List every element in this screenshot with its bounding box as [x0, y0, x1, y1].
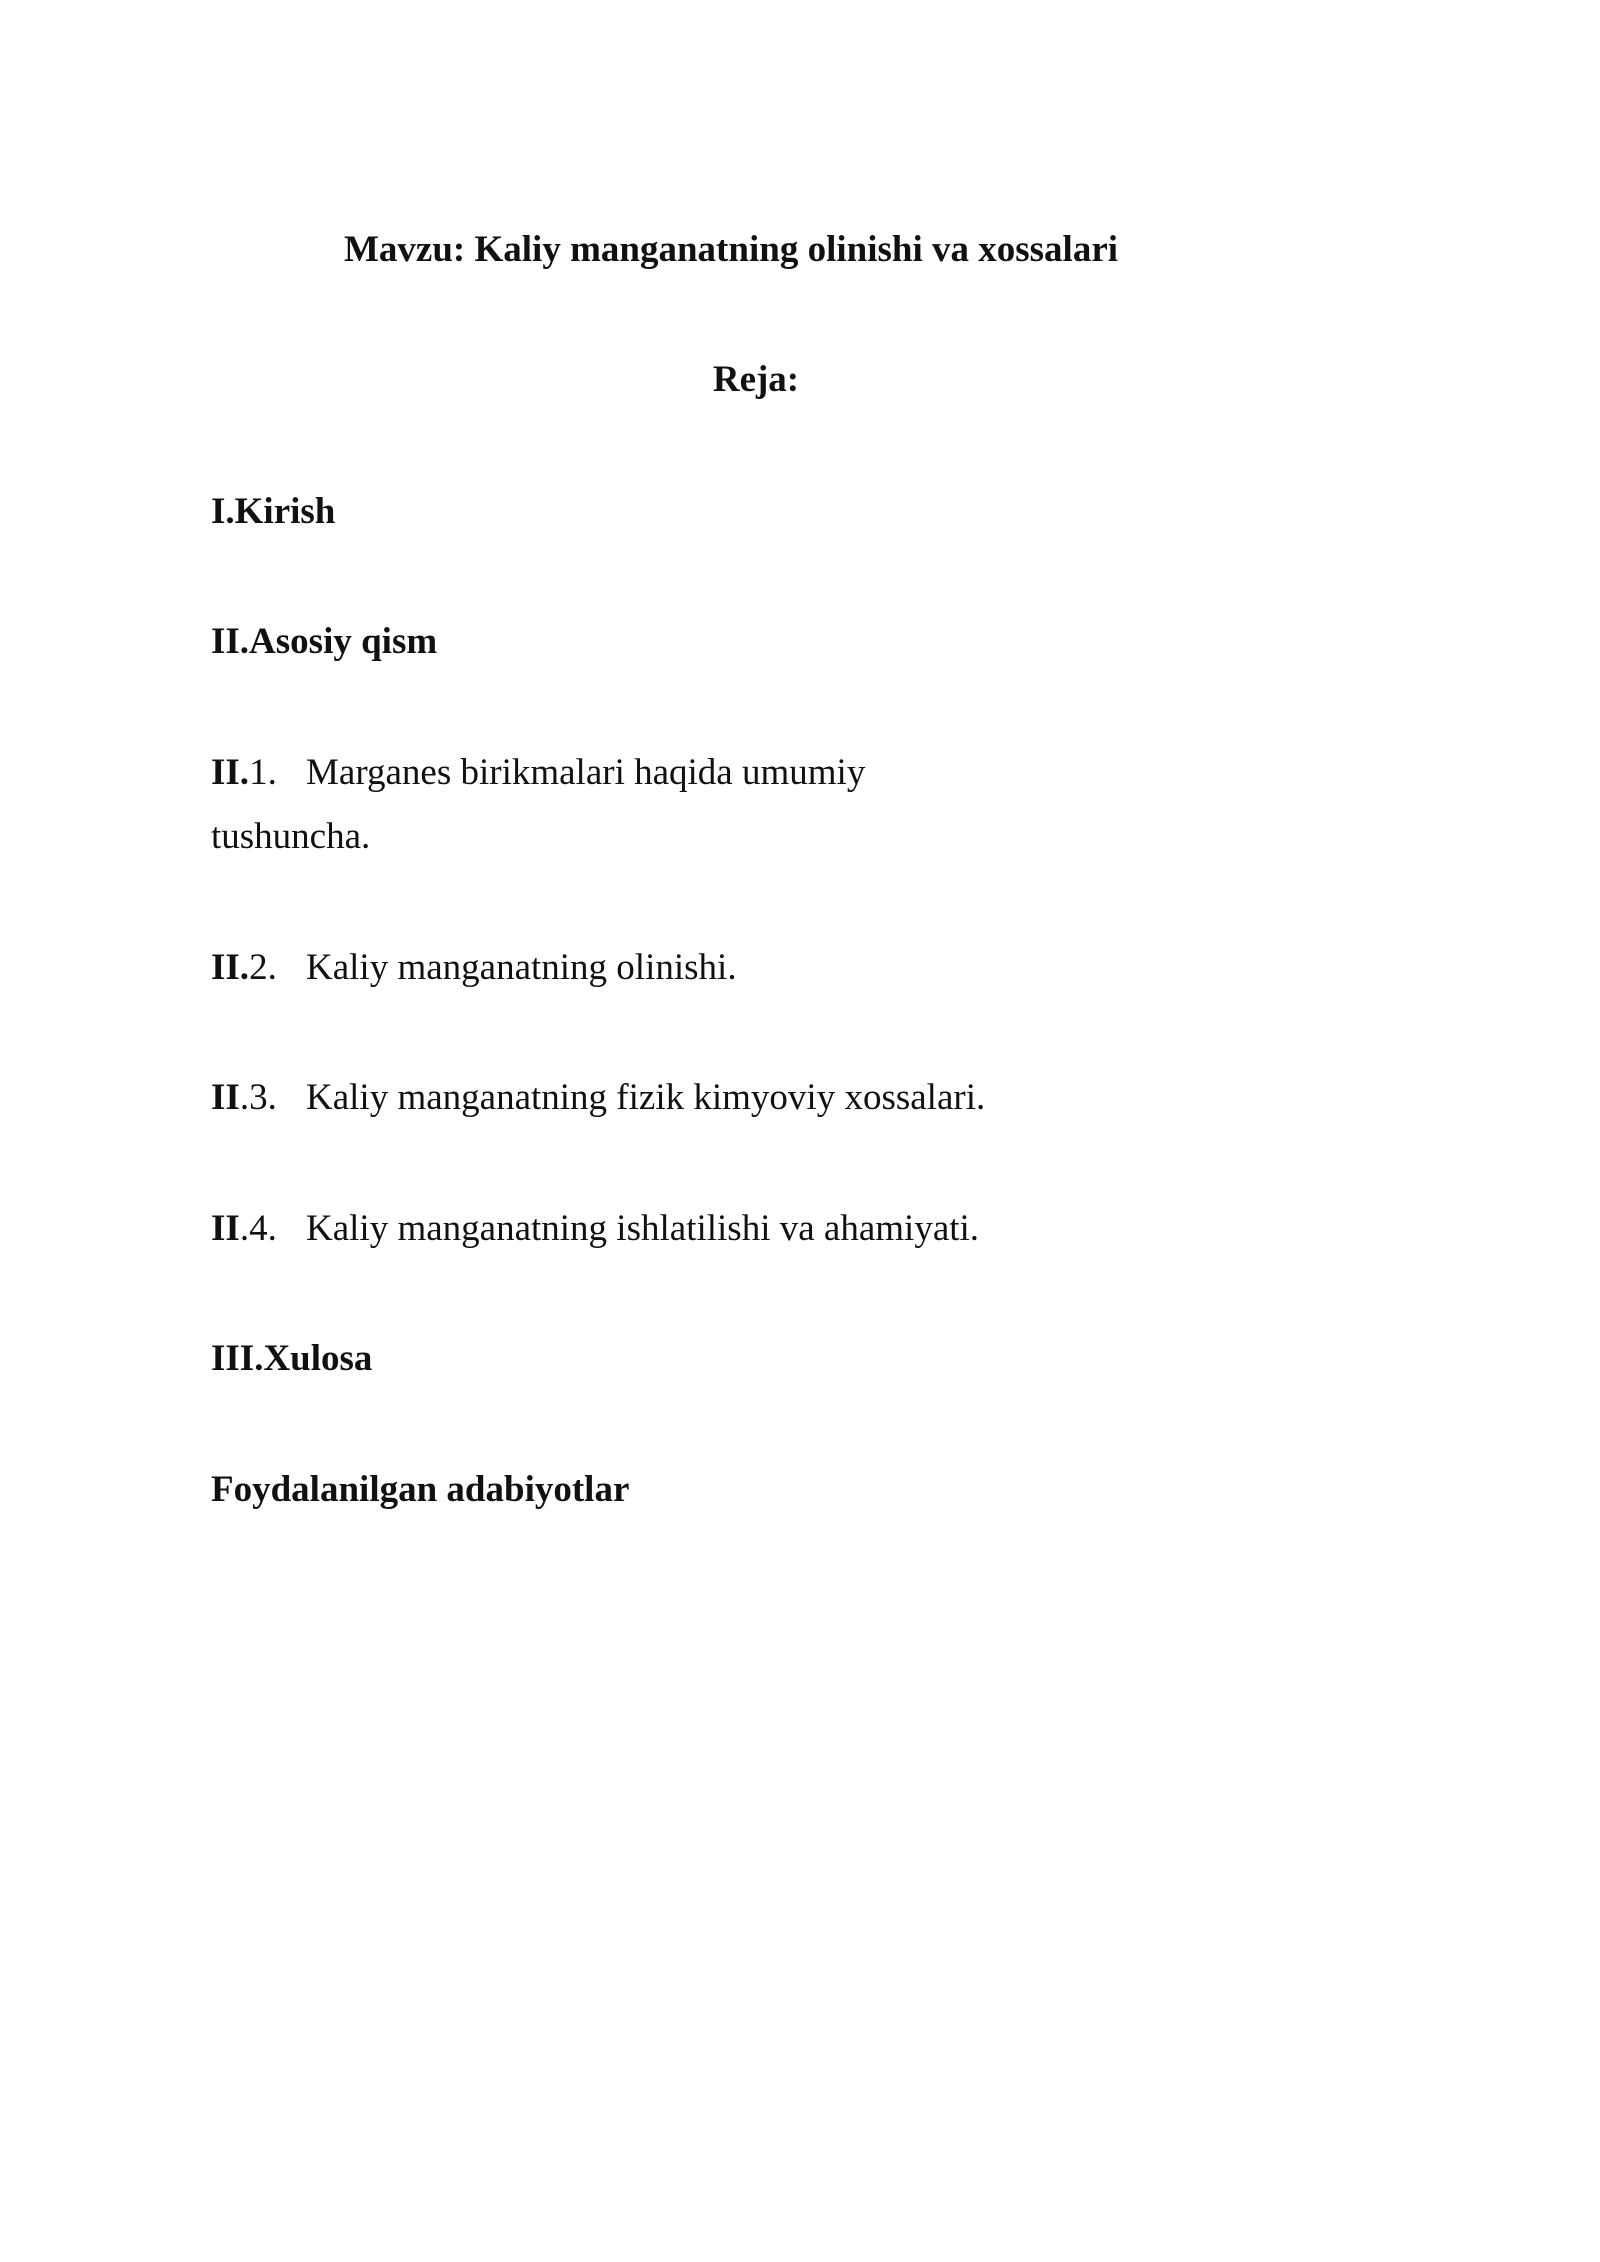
- subsection-2-text: Kaliy manganatning olinishi.: [306, 947, 737, 988]
- subsection-3-roman: II: [211, 1077, 240, 1118]
- subsection-3: [211, 1076, 985, 1120]
- section-main: II.Asosiy qism: [211, 621, 438, 662]
- plan-heading: Reja:: [712, 359, 800, 400]
- subsection-1: [211, 751, 865, 795]
- subsection-4-number: [211, 1207, 306, 1251]
- subsection-1-number: [211, 751, 306, 795]
- subsection-4-text: Kaliy manganatning ishlatilishi va ahamiyati.: [306, 1208, 980, 1249]
- subsection-2-number: [211, 946, 306, 990]
- document-title: Mavzu: Kaliy manganatning olinishi va xossalari: [344, 229, 1119, 270]
- subsection-1-text: Marganes birikmalari haqida umumiy: [306, 752, 866, 793]
- subsection-2-roman: II.: [211, 947, 250, 988]
- section-intro: I.Kirish: [211, 491, 336, 532]
- section-conclusion: III.Xulosa: [211, 1338, 373, 1379]
- subsection-4-digit: .4.: [239, 1208, 277, 1249]
- subsection-4: [211, 1207, 979, 1251]
- subsection-3-number: [211, 1076, 306, 1120]
- subsection-3-digit: .3.: [239, 1077, 277, 1118]
- subsection-2-digit: 2.: [249, 947, 277, 988]
- subsection-3-text: Kaliy manganatning fizik kimyoviy xossalari.: [306, 1077, 986, 1118]
- section-references: Foydalanilgan adabiyotlar: [211, 1469, 630, 1510]
- subsection-1-roman: II.: [211, 752, 250, 793]
- subsection-2: [211, 946, 737, 990]
- subsection-4-roman: II: [211, 1208, 240, 1249]
- subsection-1-continuation: tushuncha.: [211, 816, 371, 857]
- subsection-1-digit: 1.: [249, 752, 277, 793]
